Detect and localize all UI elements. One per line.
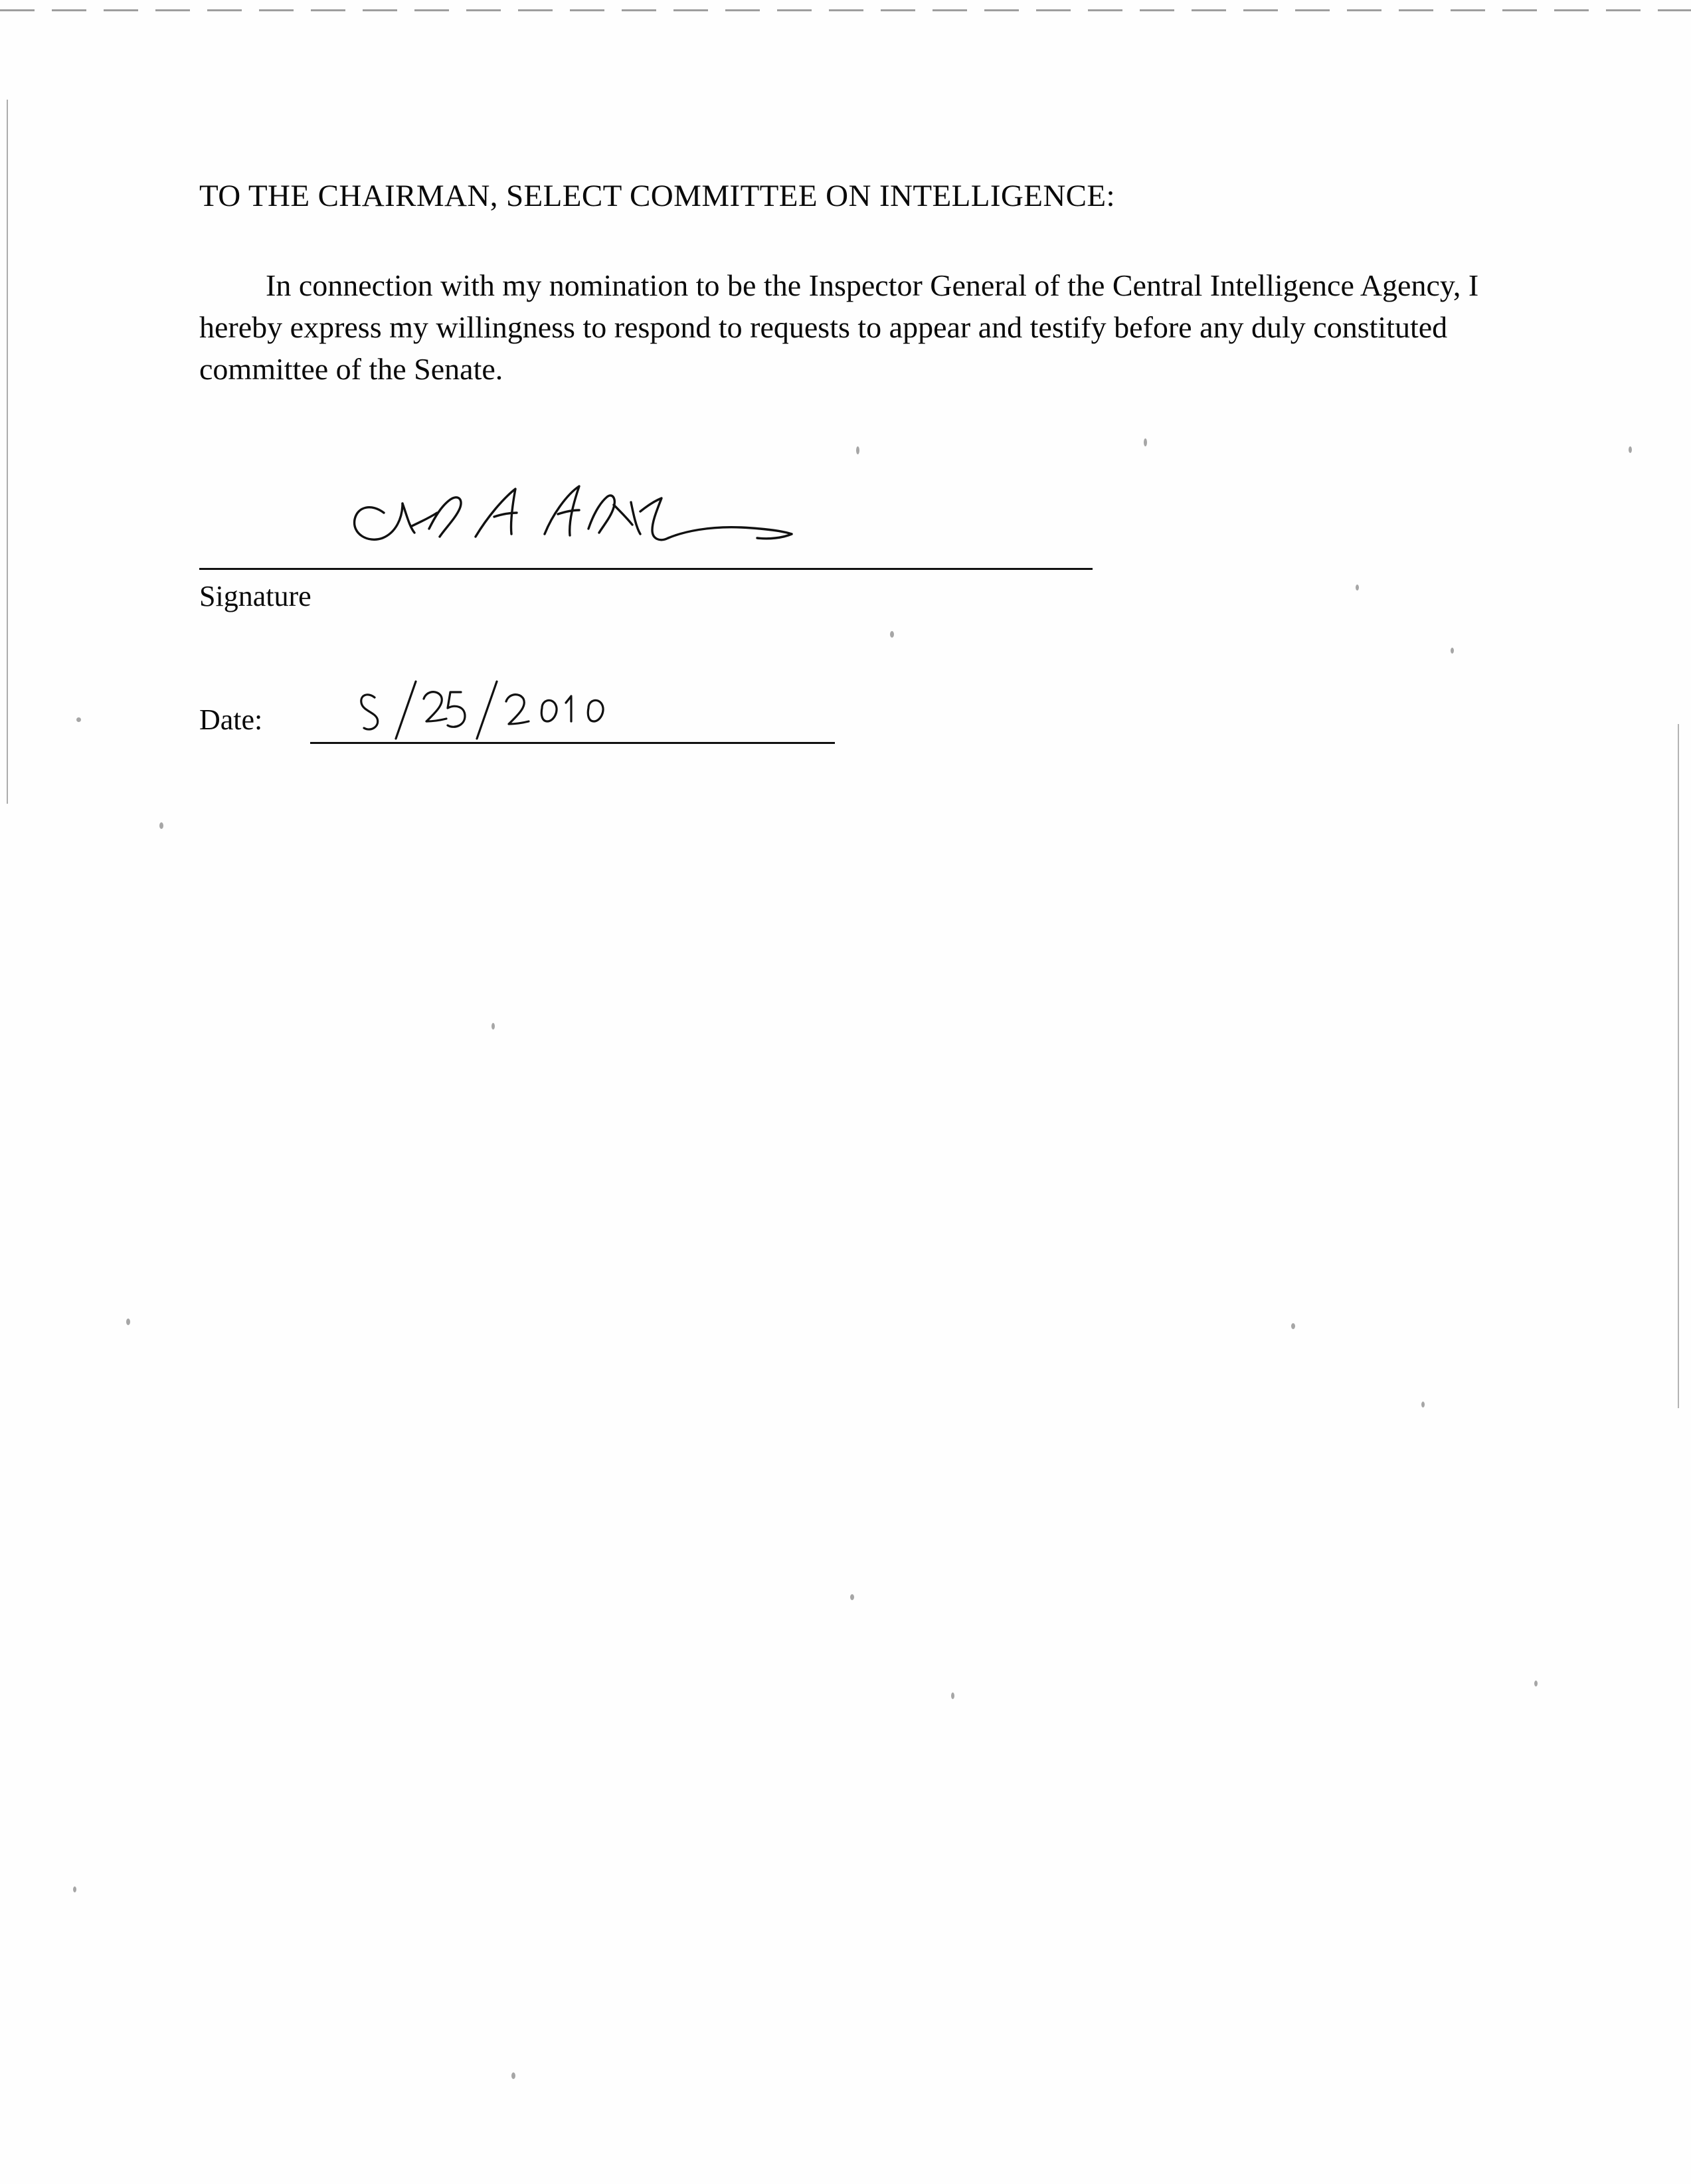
scan-speck: [73, 1886, 76, 1892]
scan-speck: [1534, 1681, 1538, 1686]
date-rule: [310, 742, 835, 744]
scan-speck: [890, 631, 894, 638]
scan-speck: [1629, 446, 1632, 453]
scan-speck: [850, 1594, 854, 1600]
paragraph-text: In connection with my nomination to be the Inspector General of the Central Intelligence Agency, I hereby express my willingness to respond to requests to appear and testify before any duly constituted committee of the Senate.: [199, 268, 1479, 387]
scan-speck: [1421, 1402, 1425, 1408]
scan-edge-artifact-top: [0, 9, 1691, 11]
scan-speck: [491, 1023, 495, 1030]
signature-ink: [345, 465, 850, 578]
document-body-paragraph: [199, 264, 1501, 390]
signature-rule: [199, 568, 1093, 570]
date-handwriting-ink: [352, 678, 631, 751]
scan-speck: [1451, 648, 1454, 654]
scan-speck: [856, 446, 859, 454]
scan-speck: [1144, 438, 1147, 446]
scan-speck: [511, 2072, 515, 2079]
document-heading: TO THE CHAIRMAN, SELECT COMMITTEE ON INTELLIGENCE:: [199, 179, 1115, 213]
scan-speck: [159, 822, 163, 829]
signature-label: Signature: [199, 580, 312, 612]
scan-edge-artifact-right: [1678, 724, 1679, 1408]
scan-edge-artifact-left: [7, 100, 8, 804]
scan-speck: [1291, 1323, 1295, 1329]
scan-speck: [1356, 585, 1359, 591]
date-label: Date:: [199, 703, 263, 736]
scan-speck: [126, 1319, 130, 1325]
scan-speck: [76, 717, 81, 722]
scan-speck: [951, 1692, 954, 1699]
